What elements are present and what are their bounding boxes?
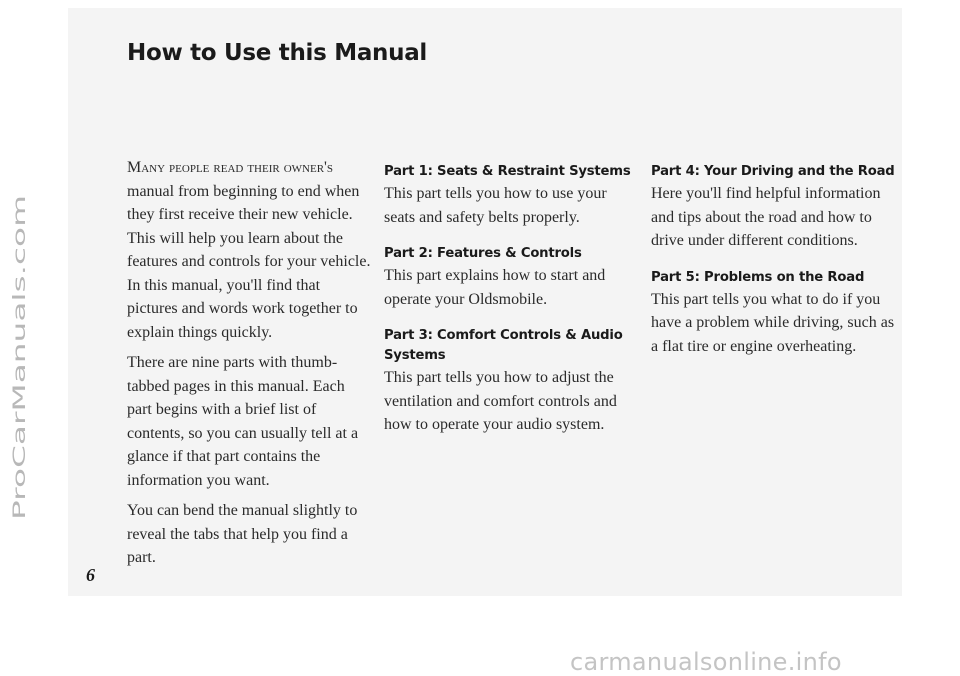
part-section-1 bbox=[384, 162, 634, 229]
part-heading-1: Part 1: Seats & Restraint Systems bbox=[384, 164, 631, 179]
part-heading-3: Part 3: Comfort Controls & Audio Systems bbox=[384, 328, 623, 363]
page-title: How to Use this Manual bbox=[127, 40, 427, 66]
side-watermark bbox=[4, 190, 32, 520]
part-text-3: This part tells you how to adjust the ventilation and comfort controls and how to operate your audio system. bbox=[384, 369, 617, 433]
part-text-2: This part explains how to start and operate your Oldsmobile. bbox=[384, 267, 606, 308]
intro-text-1: manual from beginning to end when they first receive their new vehicle. This will help you learn about the features and controls for your vehicle. In this manual, you'll find that pictures and words work together to explain things quickly. bbox=[127, 182, 371, 341]
part-heading-2: Part 2: Features & Controls bbox=[384, 246, 582, 261]
part-section-2 bbox=[384, 244, 634, 311]
intro-paragraph-2: There are nine parts with thumb-tabbed pages in this manual. Each part begins with a brief list of contents, so you can usually tell at a glance if that part contains the information you want. bbox=[127, 354, 359, 489]
part-text-1: This part tells you how to use your seats and safety belts properly. bbox=[384, 185, 607, 226]
parts-column-1 bbox=[384, 162, 634, 452]
bottom-watermark: carmanualsonline.info bbox=[570, 648, 842, 676]
part-section-3 bbox=[384, 326, 634, 437]
parts-column-2 bbox=[651, 162, 901, 373]
part-text-4: Here you'll find helpful information and tips about the road and how to drive under different conditions. bbox=[651, 185, 881, 249]
part-section-5 bbox=[651, 268, 901, 359]
part-heading-5: Part 5: Problems on the Road bbox=[651, 269, 865, 285]
part-section-4 bbox=[651, 162, 901, 253]
intro-paragraph-3: You can bend the manual slightly to reveal the tabs that help you find a part. bbox=[127, 502, 358, 566]
intro-column bbox=[127, 156, 372, 577]
side-watermark-text: ProCarManuals.com bbox=[10, 351, 30, 520]
intro-paragraph-1 bbox=[127, 156, 372, 344]
page-number: 6 bbox=[86, 565, 95, 585]
part-text-5: This part tells you what to do if you have a problem while driving, such as a flat tire or engine overheating. bbox=[651, 290, 895, 355]
part-heading-4: Part 4: Your Driving and the Road bbox=[651, 164, 895, 179]
intro-lead: Many people read their owner's bbox=[127, 159, 334, 176]
